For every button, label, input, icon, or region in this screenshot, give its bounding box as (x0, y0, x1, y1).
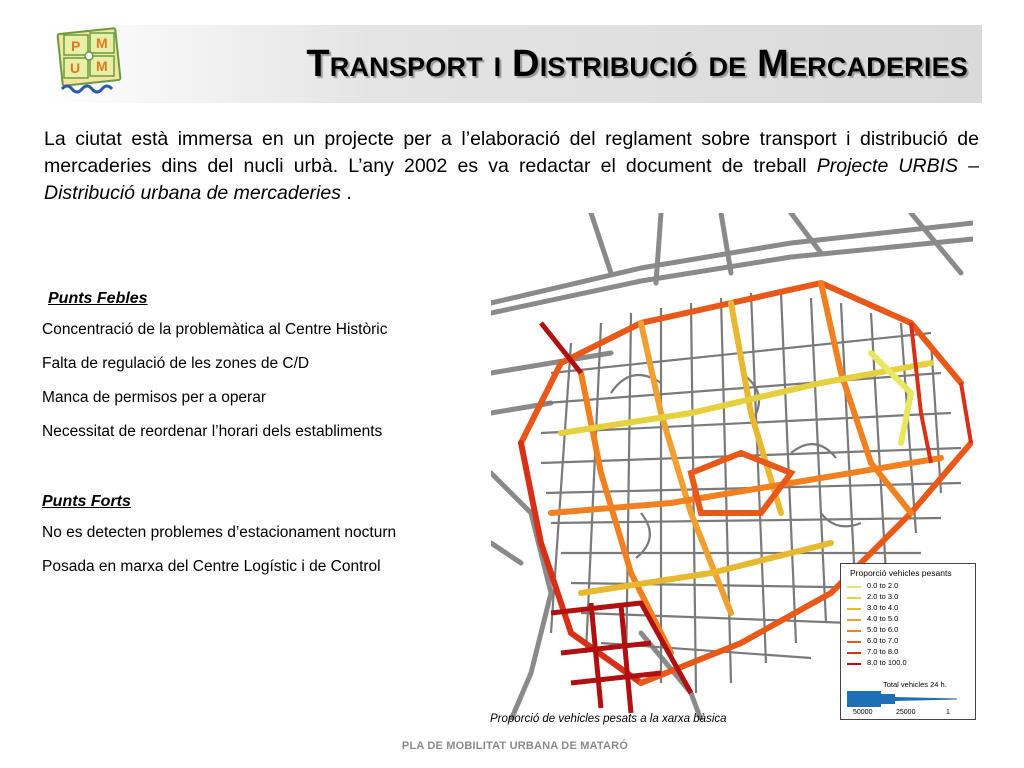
intro-text-end: . (340, 182, 352, 204)
legend-item (847, 625, 967, 635)
logo-letter: U (70, 60, 81, 76)
list-item: Concentració de la problemàtica al Centre Històric (42, 321, 388, 338)
strong-points-section (42, 491, 482, 591)
legend-item (847, 592, 967, 602)
legend-item (847, 647, 967, 657)
legend-label: 7.0 to 8.0 (867, 647, 899, 656)
legend-swatch (847, 652, 861, 654)
legend-label: 6.0 to 7.0 (867, 636, 899, 645)
logo-letter: M (96, 35, 108, 51)
legend-label: 5.0 to 6.0 (867, 625, 899, 634)
logo-letter: P (71, 38, 81, 54)
legend-item (847, 658, 967, 668)
legend-scale-label: 25000 (896, 709, 916, 716)
legend-volume-bar (847, 691, 957, 707)
strong-points-list (42, 523, 482, 577)
intro-paragraph (44, 126, 979, 207)
legend-item (847, 636, 967, 646)
legend-swatch (847, 608, 861, 610)
legend-total-label: Total vehicles 24 h. (883, 680, 947, 689)
legend-label: 0.0 to 2.0 (867, 581, 899, 590)
legend-item (847, 581, 967, 591)
weak-points-heading: Punts Febles (48, 290, 148, 307)
legend-label: 8.0 to 100.0 (867, 658, 907, 667)
legend-swatch (847, 630, 861, 632)
footer-text: PLA DE MOBILITAT URBANA DE MATARÓ (401, 740, 629, 752)
intro-document-title: Projecte URBIS – Distribució urbana de mercaderies (44, 155, 979, 204)
legend-item (847, 614, 967, 624)
header-banner (42, 25, 982, 103)
legend-title: Proporció vehicles pesants (850, 568, 952, 578)
legend-label: 4.0 to 5.0 (867, 614, 899, 623)
legend-swatch (847, 663, 861, 665)
strong-points-heading: Punts Forts (42, 493, 131, 510)
list-item: No es detecten problemes d’estacionament nocturn (42, 524, 397, 541)
legend-item (847, 603, 967, 613)
list-item: Necessitat de reordenar l’horari dels establiments (42, 423, 383, 440)
intro-text: La ciutat està immersa en un projecte per a l’elaboració del reglament sobre transport i distribució de mercaderies dins del nucli urbà. L’any 2002 es va redactar el document de treball (44, 128, 979, 177)
pmum-logo (50, 27, 130, 99)
list-item: Posada en marxa del Centre Logístic i de Control (42, 558, 381, 575)
legend-scale-label: 1 (946, 709, 950, 716)
legend-swatch (847, 619, 861, 621)
list-item: Manca de permisos per a operar (42, 389, 267, 406)
legend-swatch (847, 586, 861, 588)
legend-scale-label: 50000 (853, 709, 873, 716)
legend-label: 2.0 to 3.0 (867, 592, 899, 601)
weak-points-section (42, 288, 482, 456)
legend-label: 3.0 to 4.0 (867, 603, 899, 612)
list-item: Falta de regulació de les zones de C/D (42, 355, 310, 372)
map-caption: Proporció de vehicles pesats a la xarxa bàsica (490, 713, 727, 725)
map-legend (840, 563, 976, 720)
weak-points-list (42, 320, 482, 442)
logo-letter: M (96, 58, 108, 74)
legend-swatch (847, 597, 861, 599)
page-title: Transport i Distribució de Mercaderies (306, 43, 968, 85)
legend-swatch (847, 641, 861, 643)
